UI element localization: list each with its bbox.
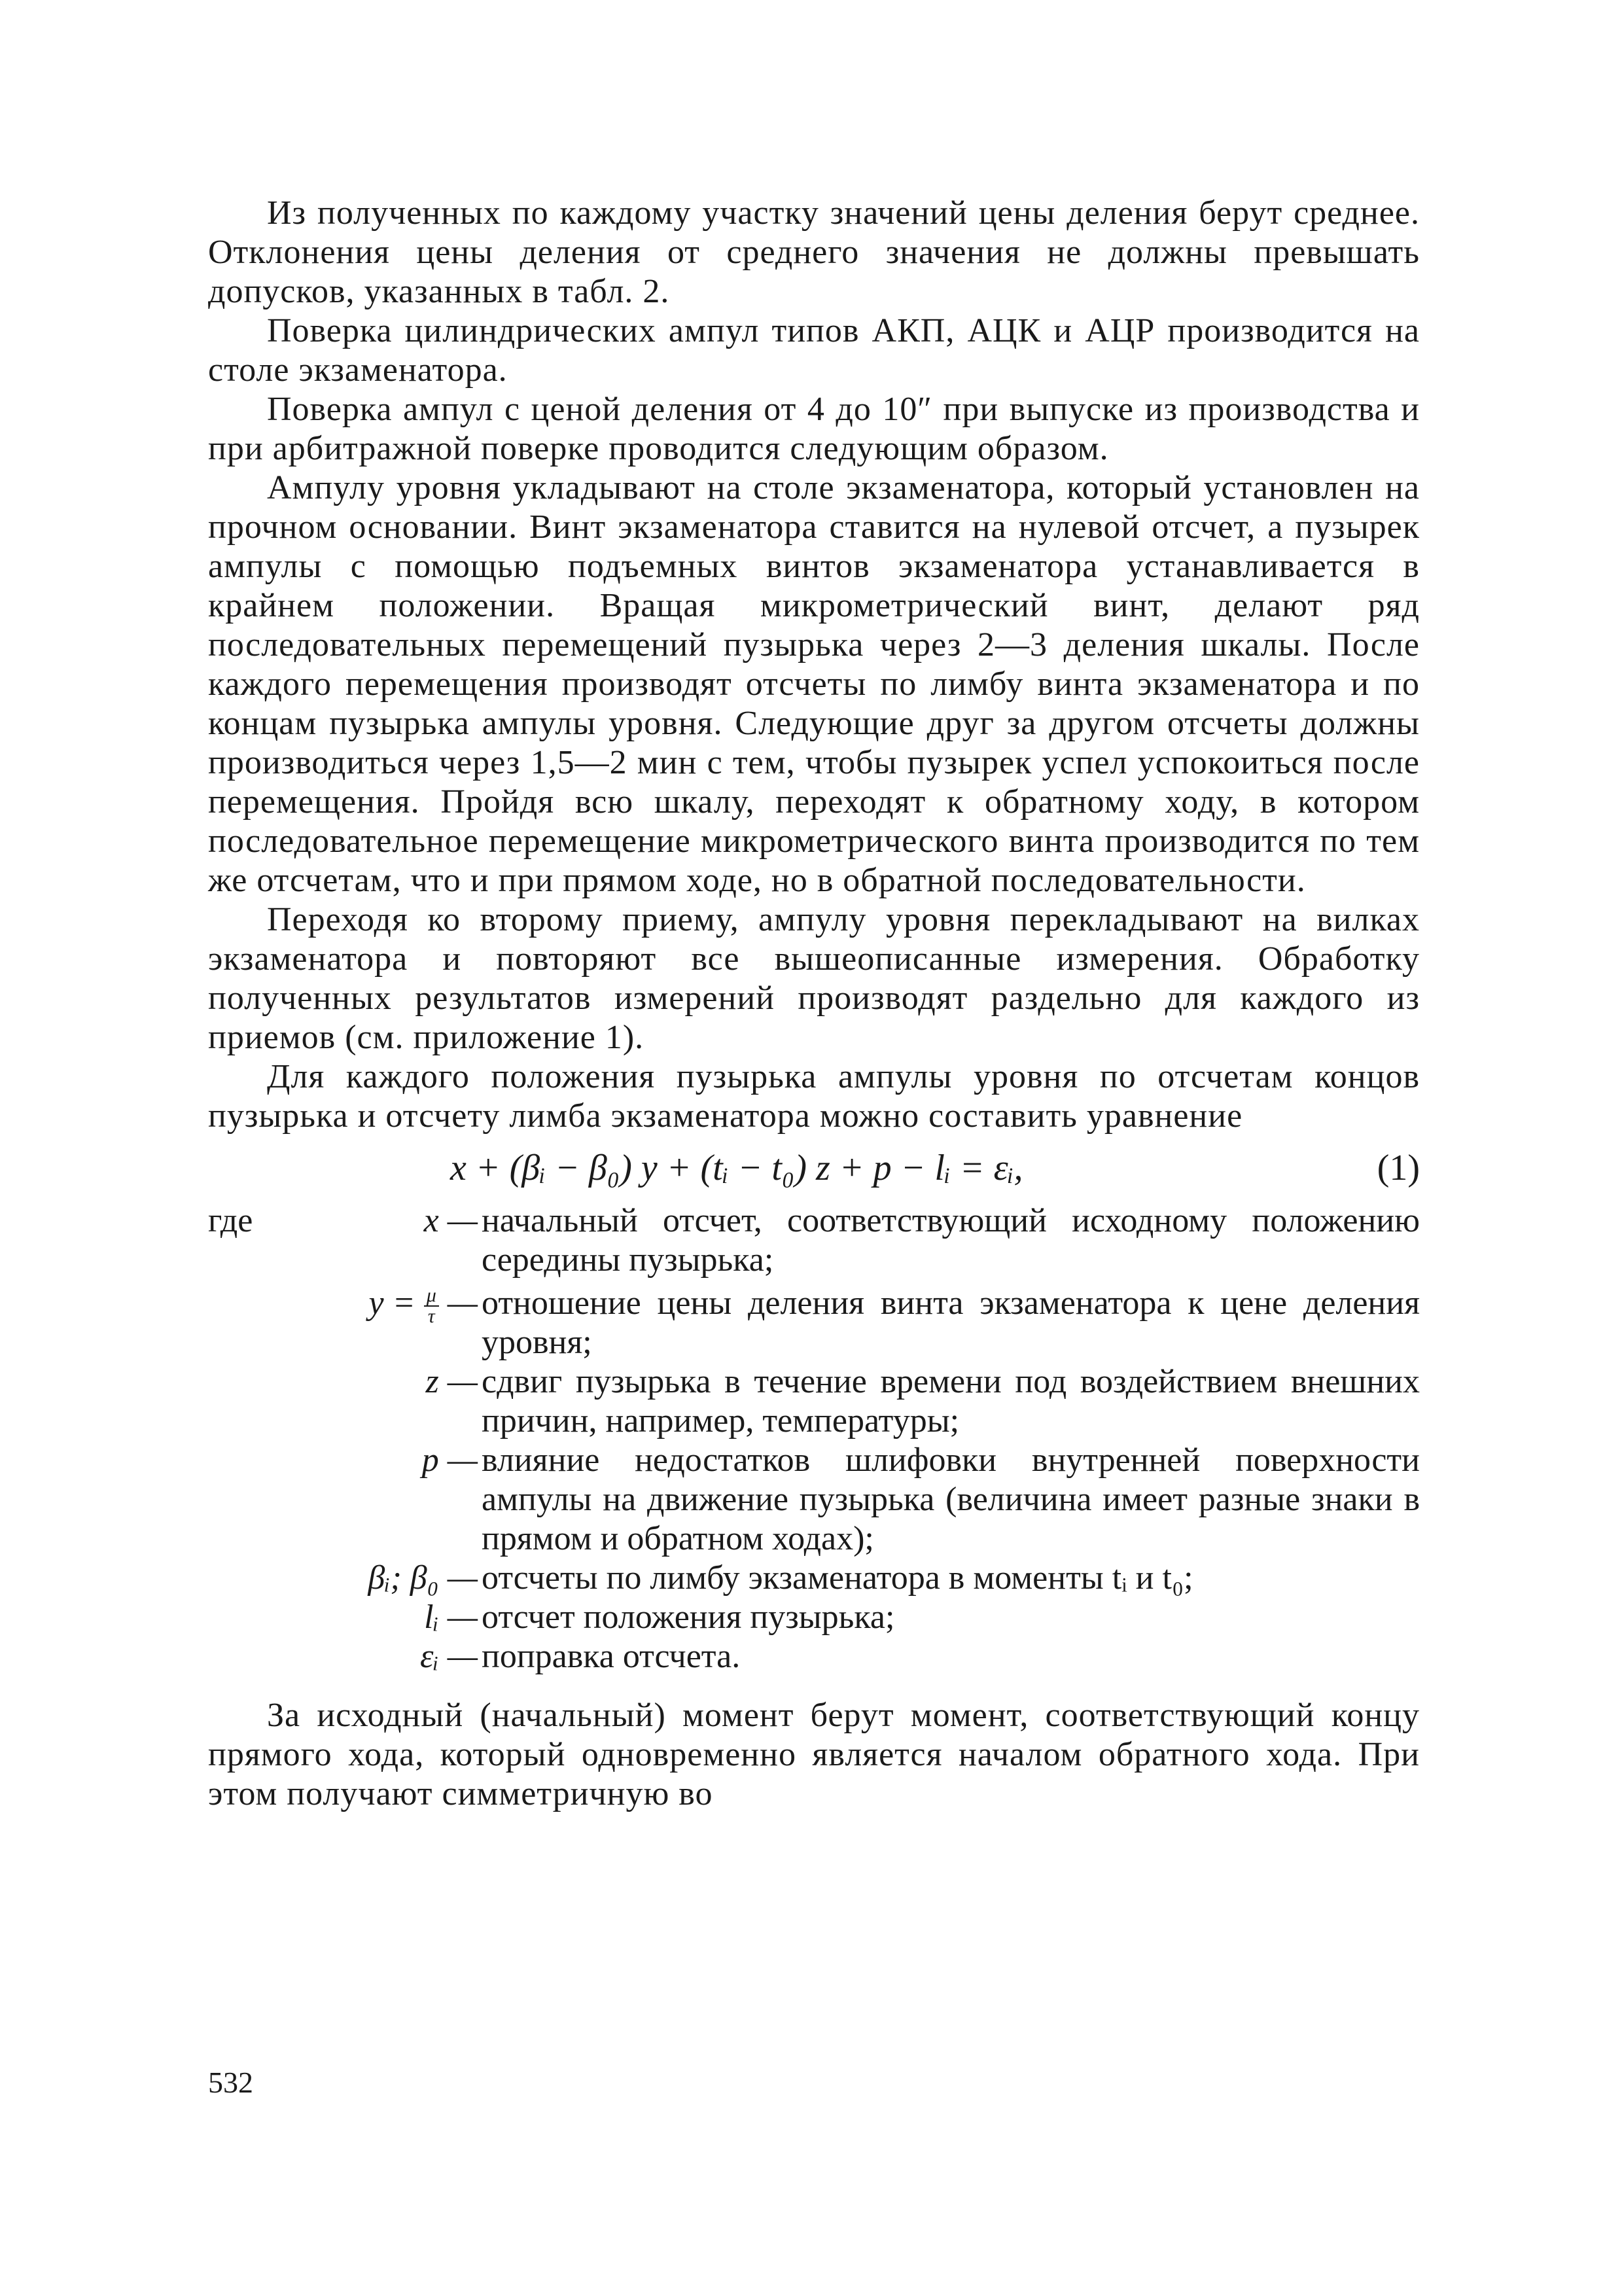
page-number: 532 xyxy=(208,2066,253,2099)
legend-item-x xyxy=(208,1201,1420,1280)
where-word: где xyxy=(208,1202,253,1239)
legend-text: влияние недостатков шлифовки внутренней поверхности ампулы на движение пузырька (величина имеет разные знаки в прямом и обратном ходах); xyxy=(482,1441,1420,1557)
equation-legend xyxy=(208,1201,1420,1676)
legend-dash: — xyxy=(447,1284,478,1322)
equation-1 xyxy=(208,1142,1420,1193)
legend-symbol: εᵢ — xyxy=(420,1638,478,1675)
paragraph-initial-moment: За исходный (начальный) момент берут момент, соответствующий концу прямого хода, который одновременно является началом обратного хода. При этом получают симметричную во xyxy=(208,1697,1420,1812)
legend-text: отсчеты по лимбу экзаменатора в моменты tᵢ и t₀; xyxy=(482,1559,1193,1597)
legend-text: отсчет положения пузырька; xyxy=(482,1598,895,1636)
paragraph-cylindrical-ampoules: Поверка цилиндрических ампул типов АКП, АЦК и АЦР производится на столе экзаменатора. xyxy=(208,312,1420,389)
fraction-denominator: τ xyxy=(427,1305,435,1328)
legend-item-p xyxy=(208,1441,1420,1559)
page-body xyxy=(208,194,1420,1814)
legend-symbol: lᵢ — xyxy=(424,1598,478,1636)
legend-symbol: p — xyxy=(421,1441,478,1479)
paragraph-procedure: Ампулу уровня укладывают на столе экзаменатора, который установлен на прочном основании. Винт экзаменатора ставится на нулевой отсчет, а пузырек ампулы с помощью подъемных винтов экзаменатора устанавливается в крайнем положении. Вращая микрометрический винт, делают ряд последовательных перемещений пузырька через 2—3 деления шкалы. После каждого перемещения производят отсчеты по лимбу винта экзаменатора и по концам пузырька ампулы уровня. Следующие друг за другом отсчеты должны производиться через 1,5—2 мин с тем, чтобы пузырек успел успокоиться после перемещения. Пройдя всю шкалу, переходят к обратному ходу, в котором последовательное перемещение микрометрического винта производится по тем же отсчетам, что и при прямом ходе, но в обратной последовательности. xyxy=(208,469,1420,899)
equation-formula: x + (βᵢ − β₀) y + (tᵢ − t₀) z + p − lᵢ = εᵢ, xyxy=(450,1148,1023,1188)
legend-text: начальный отсчет, соответствующий исходному положению середины пузырька; xyxy=(482,1202,1420,1279)
legend-item-epsilon xyxy=(208,1637,1420,1676)
legend-item-y xyxy=(208,1284,1420,1362)
paragraph-second-reception: Переходя ко второму приему, ампулу уровня перекладывают на вилках экзаменатора и повторяют все вышеописанные измерения. Обработку полученных результатов измерений производят раздельно для каждого из приемов (см. приложение 1). xyxy=(208,901,1420,1056)
legend-symbol-y xyxy=(369,1284,478,1326)
legend-item-z xyxy=(208,1362,1420,1441)
legend-text: отношение цены деления винта экзаменатора к цене деления уровня; xyxy=(482,1284,1420,1361)
legend-text: поправка отсчета. xyxy=(482,1638,741,1675)
paragraph-ampoule-check-4-10: Поверка ампул с ценой деления от 4 до 10″ при выпуске из производства и при арбитражной поверке проводится следующим образом. xyxy=(208,391,1420,467)
legend-item-beta xyxy=(208,1559,1420,1598)
legend-symbol: x — xyxy=(423,1202,478,1239)
legend-symbol: y = xyxy=(368,1284,415,1322)
legend-item-l xyxy=(208,1598,1420,1637)
equation-number: (1) xyxy=(1377,1148,1420,1188)
fraction-numerator: μ xyxy=(424,1286,439,1307)
legend-text: сдвиг пузырька в течение времени под воздействием внешних причин, например, температуры; xyxy=(482,1363,1420,1439)
legend-symbol: z — xyxy=(425,1363,478,1400)
fraction-mu-tau xyxy=(424,1286,439,1326)
paragraph-price-division-mean: Из полученных по каждому участку значений цены деления берут среднее. Отклонения цены деления от среднего значения не должны превышать допусков, указанных в табл. 2. xyxy=(208,194,1420,310)
spacer xyxy=(208,1676,1420,1696)
paragraph-equation-intro: Для каждого положения пузырька ампулы уровня по отсчетам концов пузырька и отсчету лимба экзаменатора можно составить уравнение xyxy=(208,1058,1420,1135)
legend-symbol: βᵢ; β₀ — xyxy=(368,1559,478,1597)
